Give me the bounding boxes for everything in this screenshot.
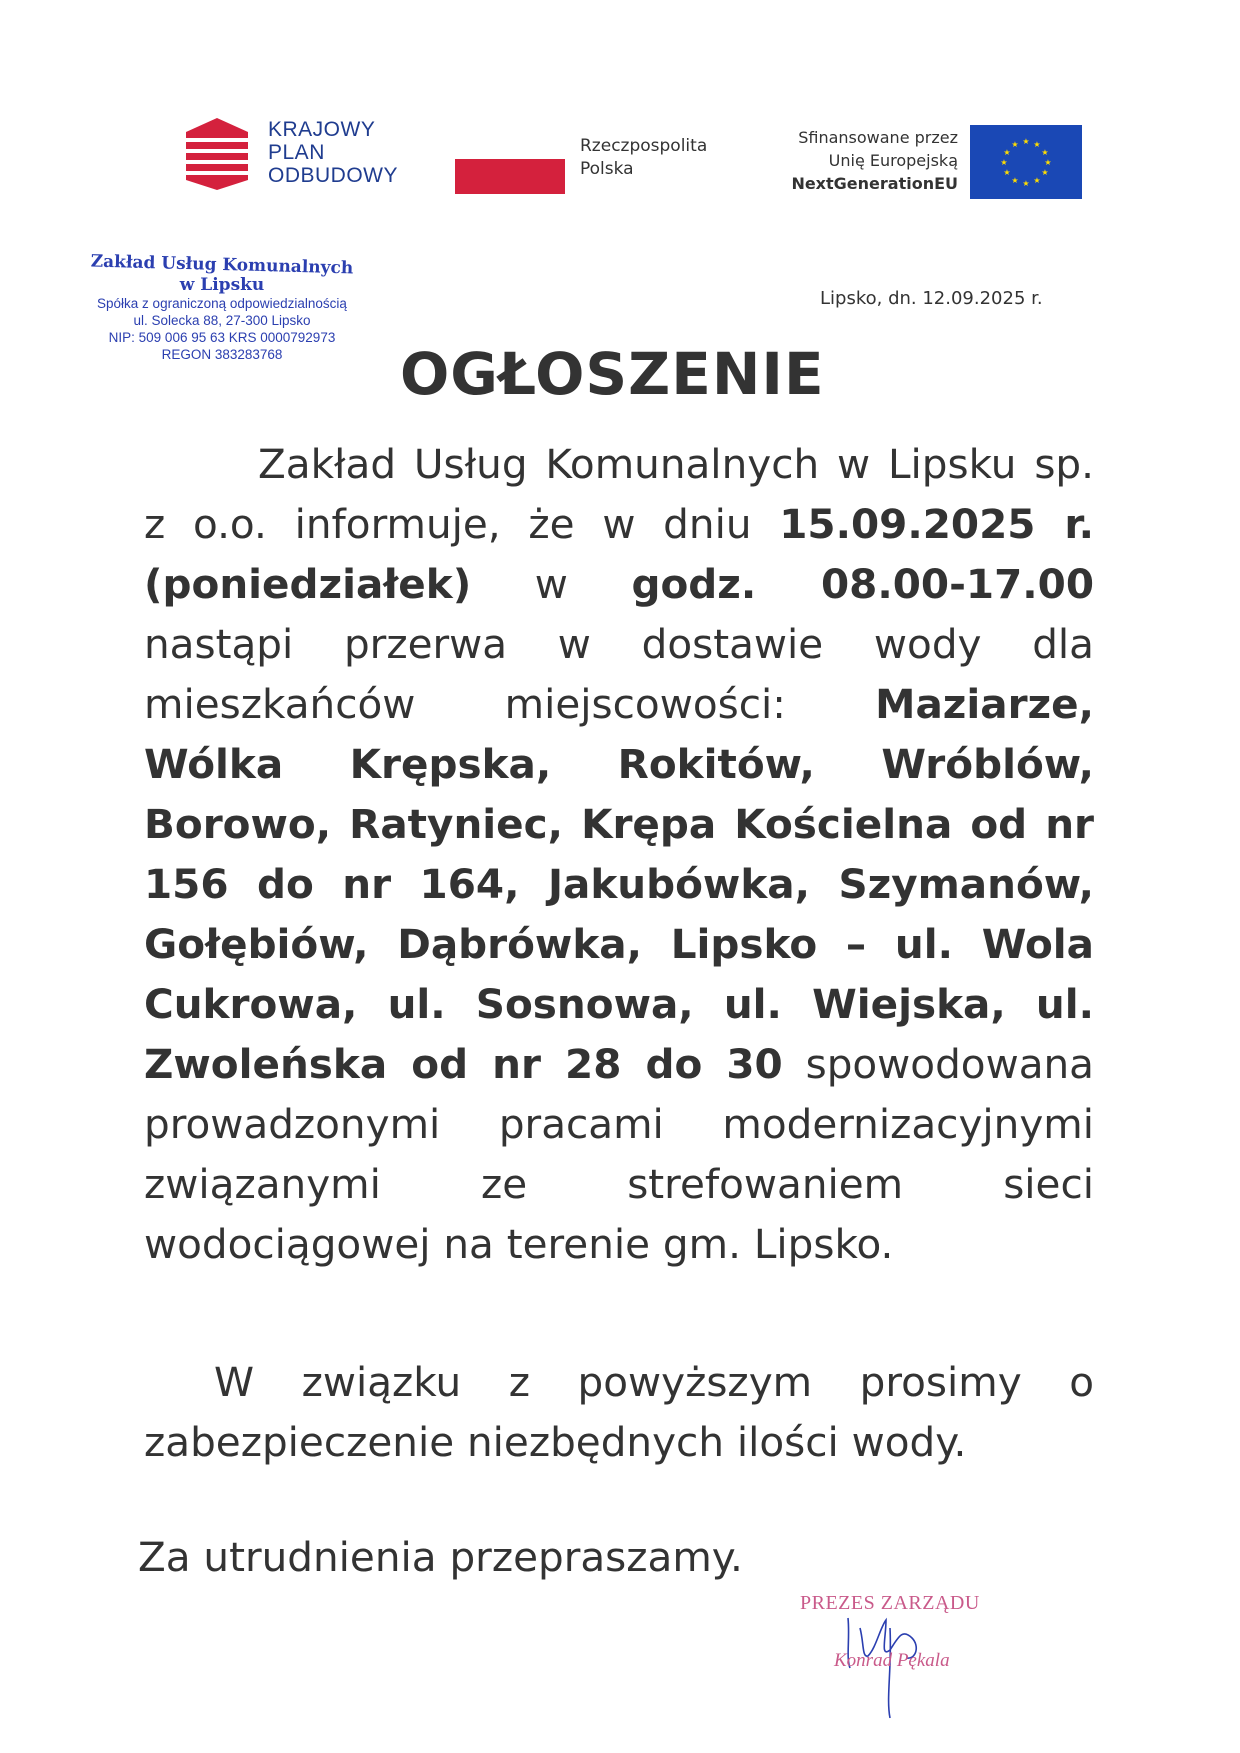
p1-hours: godz. 08.00-17.00 [631, 560, 1095, 608]
p1-date: 15.09.2025 r. (poniedziałek) [144, 500, 1094, 608]
eu-funding-text [740, 126, 958, 195]
stamp-line1: Zakład Usług Komunalnych [90, 251, 354, 279]
svg-text:★: ★ [1011, 176, 1019, 185]
svg-text:★: ★ [1033, 176, 1041, 185]
kpo-logo-text [268, 118, 398, 187]
eu-line1: Sfinansowane przez [798, 128, 958, 147]
p1-connector: w [471, 560, 632, 608]
polish-flag-icon [455, 124, 565, 194]
stamp-line4: ul. Solecka 88, 27-300 Lipsko [133, 313, 311, 328]
apology-paragraph: Za utrudnienia przepraszamy. [138, 1533, 743, 1581]
signature-stamp-title: PREZES ZARZĄDU [800, 1592, 980, 1614]
signature-name: Konrad Pękala [834, 1650, 950, 1671]
svg-text:★: ★ [1044, 158, 1052, 167]
stamp-line5: NIP: 509 006 95 63 KRS 0000792973 [108, 330, 336, 345]
svg-text:★: ★ [1041, 148, 1049, 157]
p1-places: Maziarze, Wólka Krępska, Rokitów, Wróblów, Borowo, Ratyniec, Krępa Kościelna od nr 156 do nr 164, Jakubówka, Szymanów, Gołębiów, Dąbrówka, Lipsko – ul. Wola Cukrowa, ul. Sosnowa, ul. Wiejska, ul. Zwoleńska od nr 28 do 30 [144, 680, 1094, 1088]
p1-intro: Zakład Usług Komunalnych w Lipsku sp. z o.o. informuje, że w dniu [144, 440, 1094, 548]
svg-text:★: ★ [1000, 158, 1008, 167]
svg-text:★: ★ [1022, 137, 1030, 146]
svg-text:★: ★ [1022, 179, 1030, 188]
svg-text:★: ★ [1011, 140, 1019, 149]
svg-text:★: ★ [1003, 168, 1011, 177]
rp-line1: Rzeczpospolita [580, 136, 708, 156]
company-stamp [72, 251, 372, 363]
request-paragraph: W związku z powyższym prosimy o zabezpieczenie niezbędnych ilości wody. [144, 1358, 1094, 1466]
announcement-paragraph [144, 434, 1094, 1274]
stamp-line6: REGON 383283768 [161, 347, 283, 362]
stamp-line3: Spółka z ograniczoną odpowiedzialnością [97, 296, 347, 311]
rp-line2: Polska [580, 159, 634, 179]
eu-line3: NextGenerationEU [791, 174, 958, 193]
p1-middle: nastąpi przerwa w dostawie wody dla mieszkańców miejscowości: [144, 620, 1094, 728]
stamp-line2: w Lipsku [179, 275, 265, 295]
p1-ending: spowodowana prowadzonymi pracami modernizacyjnymi związanymi ze strefowaniem sieci wodociągowej na terenie gm. Lipsko. [144, 1040, 1094, 1268]
svg-text:★: ★ [1033, 140, 1041, 149]
rp-logo-text [580, 135, 707, 181]
eu-flag-icon [970, 125, 1082, 199]
eu-line2: Unię Europejską [828, 151, 958, 170]
page-title: OGŁOSZENIE [400, 340, 825, 408]
kpo-logo-icon [186, 118, 248, 190]
kpo-line2: PLAN [268, 141, 325, 164]
svg-text:★: ★ [1041, 168, 1049, 177]
kpo-line1: KRAJOWY [268, 118, 376, 141]
svg-text:★: ★ [1003, 148, 1011, 157]
document-date: Lipsko, dn. 12.09.2025 r. [820, 288, 1043, 309]
kpo-line3: ODBUDOWY [268, 164, 398, 187]
